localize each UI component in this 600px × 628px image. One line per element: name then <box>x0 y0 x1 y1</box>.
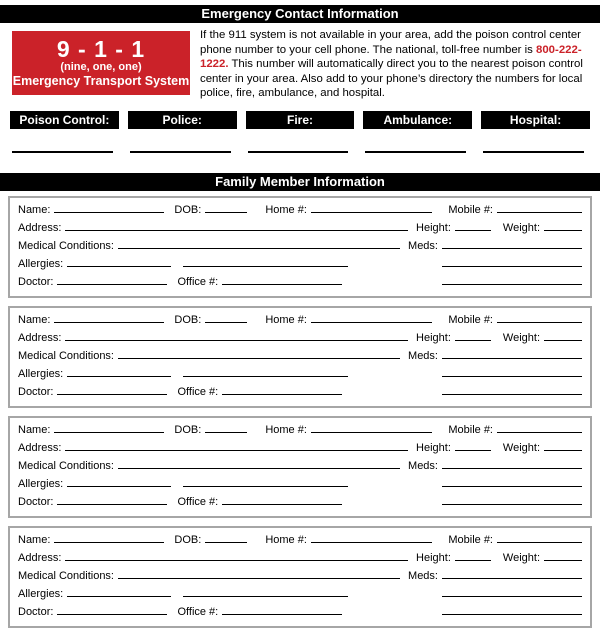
intro-text-before: If the 911 system is not available in your area, add the poison control center phone number to your cell phone. The national, toll-free number is <box>200 29 581 56</box>
dob-label: DOB: <box>174 313 202 326</box>
meds-label: Meds: <box>408 459 438 472</box>
contact-ambulance <box>363 111 472 153</box>
weight-input-line[interactable] <box>544 440 582 451</box>
allergies-extra-input-line[interactable] <box>183 256 348 267</box>
dob-input-line[interactable] <box>205 532 247 543</box>
mobile-number-input-line[interactable] <box>497 202 582 213</box>
height-label: Height: <box>416 331 451 344</box>
address-label: Address: <box>18 441 62 454</box>
dob-input-line[interactable] <box>205 202 247 213</box>
home-number-input-line[interactable] <box>311 312 432 323</box>
dob-label: DOB: <box>174 423 202 436</box>
member-row-3 <box>18 458 582 476</box>
medical-conditions-label: Medical Conditions: <box>18 459 114 472</box>
meds-label: Meds: <box>408 239 438 252</box>
name-label: Name: <box>18 313 51 326</box>
member-row-2 <box>18 440 582 458</box>
height-label: Height: <box>416 221 451 234</box>
allergies-extra-input-line[interactable] <box>183 366 348 377</box>
member-row-5 <box>18 274 582 292</box>
height-input-line[interactable] <box>455 550 491 561</box>
meds-label: Meds: <box>408 349 438 362</box>
member-block <box>8 416 592 518</box>
member-row-3 <box>18 568 582 586</box>
911-number: 9 - 1 - 1 <box>56 36 146 62</box>
member-row-1 <box>18 202 582 220</box>
member-block <box>8 526 592 628</box>
member-block <box>8 196 592 298</box>
allergies-input-line[interactable] <box>67 586 171 597</box>
emergency-section-header <box>0 5 600 23</box>
dob-input-line[interactable] <box>205 312 247 323</box>
member-block <box>8 306 592 408</box>
height-input-line[interactable] <box>455 330 491 341</box>
contact-label-police: Police: <box>128 111 237 129</box>
contact-label-hospital: Hospital: <box>481 111 590 129</box>
office-number-input-line[interactable] <box>222 604 342 615</box>
meds-extra-input-line-1[interactable] <box>442 366 582 377</box>
fire-input-line[interactable] <box>248 151 349 153</box>
doctor-label: Doctor: <box>18 605 54 618</box>
allergies-label: Allergies: <box>18 587 64 600</box>
address-label: Address: <box>18 221 62 234</box>
address-input-line[interactable] <box>65 220 408 231</box>
meds-label: Meds: <box>408 569 438 582</box>
dob-label: DOB: <box>174 533 202 546</box>
member-row-1 <box>18 532 582 550</box>
contact-label-ambulance: Ambulance: <box>363 111 472 129</box>
allergies-extra-input-line[interactable] <box>183 476 348 487</box>
meds-input-line[interactable] <box>442 238 582 249</box>
member-row-3 <box>18 238 582 256</box>
member-row-4 <box>18 366 582 384</box>
member-row-2 <box>18 550 582 568</box>
medical-conditions-input-line[interactable] <box>118 458 400 469</box>
allergies-label: Allergies: <box>18 367 64 380</box>
office-number-label: Office #: <box>177 605 219 618</box>
contact-poison-control <box>10 111 119 153</box>
contact-police <box>128 111 237 153</box>
mobile-number-input-line[interactable] <box>497 422 582 433</box>
intro-paragraph <box>200 28 588 101</box>
member-row-4 <box>18 256 582 274</box>
hospital-input-line[interactable] <box>483 151 584 153</box>
meds-input-line[interactable] <box>442 568 582 579</box>
height-input-line[interactable] <box>455 220 491 231</box>
dob-input-line[interactable] <box>205 422 247 433</box>
contact-label-fire: Fire: <box>246 111 355 129</box>
family-members <box>8 196 592 628</box>
name-input-line[interactable] <box>54 202 164 213</box>
member-row-4 <box>18 586 582 604</box>
mobile-number-label: Mobile #: <box>448 533 493 546</box>
allergies-input-line[interactable] <box>67 256 171 267</box>
office-number-label: Office #: <box>177 385 219 398</box>
doctor-input-line[interactable] <box>57 494 167 505</box>
contact-label-poison-control: Poison Control: <box>10 111 119 129</box>
mobile-number-input-line[interactable] <box>497 532 582 543</box>
name-label: Name: <box>18 203 51 216</box>
weight-input-line[interactable] <box>544 330 582 341</box>
family-section-title: Family Member Information <box>215 173 385 189</box>
weight-label: Weight: <box>502 551 540 564</box>
911-subtitle: Emergency Transport System <box>12 74 190 88</box>
weight-label: Weight: <box>502 221 540 234</box>
home-number-label: Home #: <box>265 203 307 216</box>
address-input-line[interactable] <box>65 330 408 341</box>
medical-conditions-input-line[interactable] <box>118 568 400 579</box>
meds-extra-input-line-1[interactable] <box>442 256 582 267</box>
allergies-label: Allergies: <box>18 257 64 270</box>
medical-conditions-input-line[interactable] <box>118 348 400 359</box>
meds-extra-input-line-2[interactable] <box>442 274 582 285</box>
mobile-number-input-line[interactable] <box>497 312 582 323</box>
contact-fire <box>246 111 355 153</box>
meds-extra-input-line-2[interactable] <box>442 384 582 395</box>
meds-input-line[interactable] <box>442 458 582 469</box>
meds-extra-input-line-2[interactable] <box>442 494 582 505</box>
member-row-5 <box>18 604 582 622</box>
doctor-label: Doctor: <box>18 385 54 398</box>
member-row-2 <box>18 220 582 238</box>
address-input-line[interactable] <box>65 550 408 561</box>
home-number-input-line[interactable] <box>311 202 432 213</box>
police-input-line[interactable] <box>130 151 231 153</box>
family-section-header <box>0 173 600 191</box>
emergency-section-title: Emergency Contact Information <box>201 6 399 21</box>
name-input-line[interactable] <box>54 532 164 543</box>
address-input-line[interactable] <box>65 440 408 451</box>
meds-extra-input-line-1[interactable] <box>442 476 582 487</box>
doctor-input-line[interactable] <box>57 274 167 285</box>
office-number-label: Office #: <box>177 495 219 508</box>
member-row-2 <box>18 330 582 348</box>
medical-conditions-label: Medical Conditions: <box>18 349 114 362</box>
allergies-input-line[interactable] <box>67 476 171 487</box>
doctor-label: Doctor: <box>18 275 54 288</box>
doctor-input-line[interactable] <box>57 384 167 395</box>
name-input-line[interactable] <box>54 422 164 433</box>
weight-label: Weight: <box>502 441 540 454</box>
meds-extra-input-line-2[interactable] <box>442 604 582 615</box>
intro-row <box>12 31 588 101</box>
meds-input-line[interactable] <box>442 348 582 359</box>
office-number-input-line[interactable] <box>222 494 342 505</box>
meds-extra-input-line-1[interactable] <box>442 586 582 597</box>
member-row-1 <box>18 422 582 440</box>
mobile-number-label: Mobile #: <box>448 203 493 216</box>
home-number-input-line[interactable] <box>311 422 432 433</box>
poison-control-input-line[interactable] <box>12 151 113 153</box>
doctor-input-line[interactable] <box>57 604 167 615</box>
height-label: Height: <box>416 551 451 564</box>
address-label: Address: <box>18 331 62 344</box>
name-label: Name: <box>18 423 51 436</box>
medical-conditions-input-line[interactable] <box>118 238 400 249</box>
911-box <box>12 31 190 95</box>
office-number-label: Office #: <box>177 275 219 288</box>
intro-text-after: This number will automatically direct you to the nearest poison control center in your area. Also add to your phone’s directory the numbers for local police, fire, ambulance, and hospital. <box>200 58 583 100</box>
medical-conditions-label: Medical Conditions: <box>18 239 114 252</box>
doctor-label: Doctor: <box>18 495 54 508</box>
home-number-input-line[interactable] <box>311 532 432 543</box>
name-label: Name: <box>18 533 51 546</box>
dob-label: DOB: <box>174 203 202 216</box>
height-label: Height: <box>416 441 451 454</box>
allergies-extra-input-line[interactable] <box>183 586 348 597</box>
name-input-line[interactable] <box>54 312 164 323</box>
address-label: Address: <box>18 551 62 564</box>
height-input-line[interactable] <box>455 440 491 451</box>
member-row-4 <box>18 476 582 494</box>
home-number-label: Home #: <box>265 313 307 326</box>
medical-conditions-label: Medical Conditions: <box>18 569 114 582</box>
weight-label: Weight: <box>502 331 540 344</box>
office-number-input-line[interactable] <box>222 384 342 395</box>
weight-input-line[interactable] <box>544 550 582 561</box>
allergies-label: Allergies: <box>18 477 64 490</box>
member-row-3 <box>18 348 582 366</box>
member-row-1 <box>18 312 582 330</box>
911-phonetic: (nine, one, one) <box>60 61 142 73</box>
contact-hospital <box>481 111 590 153</box>
poison-control-phone-number: 800-222-1222. <box>200 43 582 71</box>
home-number-label: Home #: <box>265 533 307 546</box>
member-row-5 <box>18 384 582 402</box>
emergency-contacts-row <box>10 111 590 153</box>
mobile-number-label: Mobile #: <box>448 313 493 326</box>
mobile-number-label: Mobile #: <box>448 423 493 436</box>
allergies-input-line[interactable] <box>67 366 171 377</box>
home-number-label: Home #: <box>265 423 307 436</box>
weight-input-line[interactable] <box>544 220 582 231</box>
office-number-input-line[interactable] <box>222 274 342 285</box>
member-row-5 <box>18 494 582 512</box>
ambulance-input-line[interactable] <box>365 151 466 153</box>
